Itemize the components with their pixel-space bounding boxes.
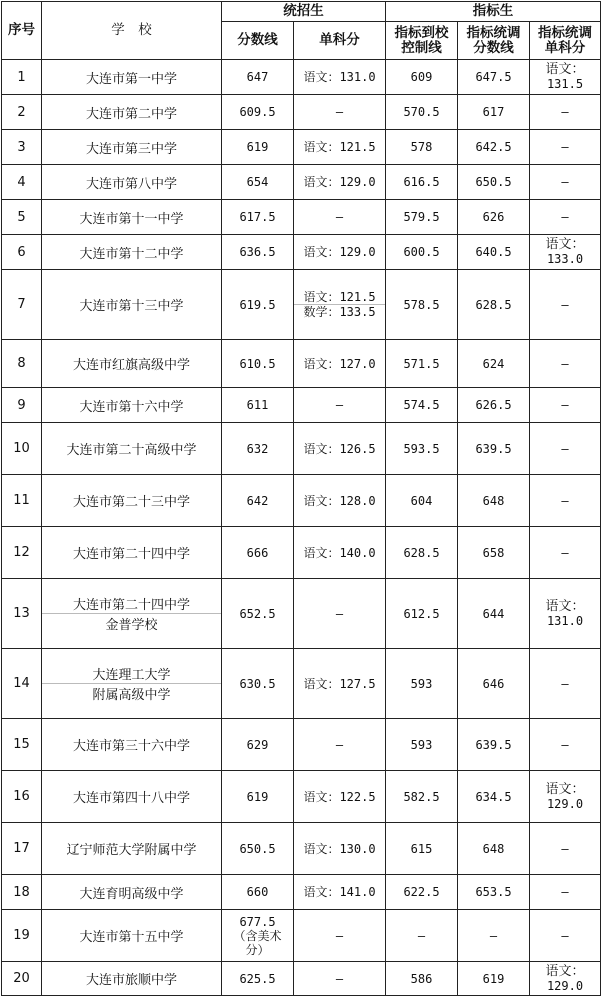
row-single-subject: — bbox=[294, 95, 386, 130]
row-score: 625.5 bbox=[222, 962, 294, 996]
row-quota-single: — bbox=[530, 130, 601, 165]
row-single-subject: 语文：122.5 bbox=[294, 771, 386, 823]
table-row bbox=[2, 388, 601, 423]
row-school: 大连市第一中学 bbox=[42, 60, 222, 95]
row-score: 650.5 bbox=[222, 823, 294, 875]
row-school: 大连市第十六中学 bbox=[42, 388, 222, 423]
row-score: 610.5 bbox=[222, 340, 294, 388]
row-score: 617.5 bbox=[222, 200, 294, 235]
row-score: 654 bbox=[222, 165, 294, 200]
row-score: 666 bbox=[222, 527, 294, 579]
table-row bbox=[2, 527, 601, 579]
row-score: 630.5 bbox=[222, 649, 294, 719]
row-seq: 15 bbox=[2, 719, 42, 771]
row-school-part: 大连市第二十四中学 bbox=[72, 598, 190, 613]
row-quota-control: 582.5 bbox=[386, 771, 458, 823]
row-quota-control: 574.5 bbox=[386, 388, 458, 423]
row-quota-single: 语文： 131.5 bbox=[530, 60, 601, 95]
row-school: 大连市第二十高级中学 bbox=[42, 423, 222, 475]
table-row bbox=[2, 579, 601, 649]
row-single-subject-part: 数学：133.5 bbox=[294, 304, 385, 319]
row-quota-control: — bbox=[386, 910, 458, 962]
header-quota-single: 指标统调 单科分 bbox=[530, 22, 601, 60]
row-score: 611 bbox=[222, 388, 294, 423]
row-single-subject: — bbox=[294, 579, 386, 649]
row-quota-unified: 648 bbox=[458, 475, 530, 527]
row-quota-single: — bbox=[530, 165, 601, 200]
row-quota-control: 593 bbox=[386, 649, 458, 719]
header-group-unified: 统招生 bbox=[222, 2, 386, 22]
table-row bbox=[2, 165, 601, 200]
row-single-subject: 语文：127.5 bbox=[294, 649, 386, 719]
admission-score-table bbox=[1, 1, 601, 996]
table-row bbox=[2, 270, 601, 340]
row-quota-unified: 626.5 bbox=[458, 388, 530, 423]
row-quota-unified: 639.5 bbox=[458, 423, 530, 475]
row-single-subject: 语文：140.0 bbox=[294, 527, 386, 579]
row-quota-control: 593 bbox=[386, 719, 458, 771]
row-seq: 8 bbox=[2, 340, 42, 388]
row-school-part: 大连理工大学 bbox=[92, 668, 171, 683]
row-seq: 1 bbox=[2, 60, 42, 95]
row-quota-unified: 644 bbox=[458, 579, 530, 649]
row-single-subject: 语文：128.0 bbox=[294, 475, 386, 527]
row-quota-control: 615 bbox=[386, 823, 458, 875]
row-quota-single: — bbox=[530, 649, 601, 719]
row-single-subject: 语文：121.5 bbox=[294, 130, 386, 165]
header-quota-unified: 指标统调 分数线 bbox=[458, 22, 530, 60]
row-quota-control: 586 bbox=[386, 962, 458, 996]
row-score: 660 bbox=[222, 875, 294, 910]
row-score bbox=[222, 910, 294, 962]
row-seq: 6 bbox=[2, 235, 42, 270]
row-quota-unified: 648 bbox=[458, 823, 530, 875]
row-seq: 17 bbox=[2, 823, 42, 875]
row-quota-unified: 646 bbox=[458, 649, 530, 719]
row-seq: 5 bbox=[2, 200, 42, 235]
table-row bbox=[2, 200, 601, 235]
row-school-part: 金普学校 bbox=[42, 613, 221, 633]
row-quota-single: 语文： 129.0 bbox=[530, 771, 601, 823]
row-single-subject: 语文：130.0 bbox=[294, 823, 386, 875]
row-quota-unified: 624 bbox=[458, 340, 530, 388]
row-single-subject: 语文：131.0 bbox=[294, 60, 386, 95]
row-score: 619.5 bbox=[222, 270, 294, 340]
header-seq: 序号 bbox=[2, 2, 42, 60]
table-row bbox=[2, 475, 601, 527]
row-quota-control: 604 bbox=[386, 475, 458, 527]
row-school: 大连市第二十四中学 bbox=[42, 527, 222, 579]
row-school-part: 附属高级中学 bbox=[42, 683, 221, 703]
row-single-subject: 语文：129.0 bbox=[294, 165, 386, 200]
row-school: 大连市第八中学 bbox=[42, 165, 222, 200]
row-quota-control: 612.5 bbox=[386, 579, 458, 649]
row-seq: 3 bbox=[2, 130, 42, 165]
row-quota-single: — bbox=[530, 910, 601, 962]
row-quota-control: 609 bbox=[386, 60, 458, 95]
header-group-quota: 指标生 bbox=[386, 2, 601, 22]
row-score-line: （含美术 bbox=[233, 928, 282, 943]
row-school: 大连市红旗高级中学 bbox=[42, 340, 222, 388]
header-quota-control: 指标到校 控制线 bbox=[386, 22, 458, 60]
row-score: 652.5 bbox=[222, 579, 294, 649]
row-quota-unified: 653.5 bbox=[458, 875, 530, 910]
row-school: 大连市第十一中学 bbox=[42, 200, 222, 235]
row-score-line: 分） bbox=[245, 942, 270, 957]
row-school: 大连市旅顺中学 bbox=[42, 962, 222, 996]
row-quota-control: 593.5 bbox=[386, 423, 458, 475]
row-seq: 20 bbox=[2, 962, 42, 996]
row-single-subject: — bbox=[294, 719, 386, 771]
table-row bbox=[2, 910, 601, 962]
table-row bbox=[2, 771, 601, 823]
row-seq: 19 bbox=[2, 910, 42, 962]
row-score: 619 bbox=[222, 130, 294, 165]
row-seq: 12 bbox=[2, 527, 42, 579]
table-body bbox=[2, 60, 601, 996]
header-single-subject: 单科分 bbox=[294, 22, 386, 60]
table-row bbox=[2, 875, 601, 910]
row-quota-unified: 647.5 bbox=[458, 60, 530, 95]
row-quota-unified: 639.5 bbox=[458, 719, 530, 771]
row-quota-single: — bbox=[530, 388, 601, 423]
row-quota-single: — bbox=[530, 423, 601, 475]
row-school: 大连市第二十三中学 bbox=[42, 475, 222, 527]
row-quota-unified: 634.5 bbox=[458, 771, 530, 823]
row-quota-control: 622.5 bbox=[386, 875, 458, 910]
row-single-subject: — bbox=[294, 200, 386, 235]
row-quota-single: — bbox=[530, 475, 601, 527]
row-quota-control: 578.5 bbox=[386, 270, 458, 340]
row-school bbox=[42, 649, 222, 719]
row-seq: 13 bbox=[2, 579, 42, 649]
row-quota-control: 616.5 bbox=[386, 165, 458, 200]
row-score: 636.5 bbox=[222, 235, 294, 270]
row-score: 632 bbox=[222, 423, 294, 475]
table-row bbox=[2, 423, 601, 475]
row-quota-single: — bbox=[530, 875, 601, 910]
row-score: 629 bbox=[222, 719, 294, 771]
row-quota-single: 语文： 129.0 bbox=[530, 962, 601, 996]
row-single-subject: 语文：141.0 bbox=[294, 875, 386, 910]
row-score: 647 bbox=[222, 60, 294, 95]
row-single-subject: — bbox=[294, 910, 386, 962]
row-quota-unified: — bbox=[458, 910, 530, 962]
row-seq: 18 bbox=[2, 875, 42, 910]
row-quota-single: — bbox=[530, 95, 601, 130]
row-school: 大连市第十三中学 bbox=[42, 270, 222, 340]
row-single-subject: 语文：127.0 bbox=[294, 340, 386, 388]
row-quota-unified: 658 bbox=[458, 527, 530, 579]
row-quota-single: — bbox=[530, 340, 601, 388]
row-quota-single: — bbox=[530, 200, 601, 235]
row-seq: 16 bbox=[2, 771, 42, 823]
row-quota-unified: 617 bbox=[458, 95, 530, 130]
row-school: 大连育明高级中学 bbox=[42, 875, 222, 910]
row-seq: 11 bbox=[2, 475, 42, 527]
table-row bbox=[2, 823, 601, 875]
row-school: 大连市第三中学 bbox=[42, 130, 222, 165]
row-quota-unified: 619 bbox=[458, 962, 530, 996]
table-row bbox=[2, 340, 601, 388]
row-single-subject: 语文：129.0 bbox=[294, 235, 386, 270]
row-quota-control: 628.5 bbox=[386, 527, 458, 579]
row-school bbox=[42, 579, 222, 649]
row-score: 619 bbox=[222, 771, 294, 823]
header-score-line: 分数线 bbox=[222, 22, 294, 60]
row-seq: 9 bbox=[2, 388, 42, 423]
row-quota-unified: 626 bbox=[458, 200, 530, 235]
row-school: 大连市第三十六中学 bbox=[42, 719, 222, 771]
table-row bbox=[2, 130, 601, 165]
table-row bbox=[2, 60, 601, 95]
row-single-subject: — bbox=[294, 962, 386, 996]
row-quota-control: 571.5 bbox=[386, 340, 458, 388]
row-seq: 7 bbox=[2, 270, 42, 340]
row-seq: 4 bbox=[2, 165, 42, 200]
row-quota-unified: 642.5 bbox=[458, 130, 530, 165]
row-quota-single: — bbox=[530, 823, 601, 875]
row-quota-unified: 640.5 bbox=[458, 235, 530, 270]
row-school: 大连市第四十八中学 bbox=[42, 771, 222, 823]
row-quota-single: — bbox=[530, 527, 601, 579]
row-seq: 14 bbox=[2, 649, 42, 719]
table-row bbox=[2, 95, 601, 130]
table-row bbox=[2, 649, 601, 719]
row-score-line: 677.5 bbox=[239, 914, 276, 929]
row-single-subject-part: 语文：121.5 bbox=[303, 290, 376, 304]
row-quota-single: — bbox=[530, 719, 601, 771]
row-school: 大连市第十二中学 bbox=[42, 235, 222, 270]
row-quota-control: 578 bbox=[386, 130, 458, 165]
row-school: 大连市第十五中学 bbox=[42, 910, 222, 962]
row-quota-control: 579.5 bbox=[386, 200, 458, 235]
row-score: 642 bbox=[222, 475, 294, 527]
row-single-subject bbox=[294, 270, 386, 340]
row-school: 大连市第二中学 bbox=[42, 95, 222, 130]
row-quota-control: 570.5 bbox=[386, 95, 458, 130]
row-quota-control: 600.5 bbox=[386, 235, 458, 270]
row-quota-single: 语文： 133.0 bbox=[530, 235, 601, 270]
row-seq: 10 bbox=[2, 423, 42, 475]
header-school: 学 校 bbox=[42, 2, 222, 60]
table-row bbox=[2, 719, 601, 771]
row-quota-unified: 628.5 bbox=[458, 270, 530, 340]
row-quota-unified: 650.5 bbox=[458, 165, 530, 200]
row-single-subject: 语文：126.5 bbox=[294, 423, 386, 475]
row-seq: 2 bbox=[2, 95, 42, 130]
row-score: 609.5 bbox=[222, 95, 294, 130]
row-quota-single: 语文： 131.0 bbox=[530, 579, 601, 649]
table-row bbox=[2, 235, 601, 270]
row-school: 辽宁师范大学附属中学 bbox=[42, 823, 222, 875]
table-row bbox=[2, 962, 601, 996]
row-quota-single: — bbox=[530, 270, 601, 340]
row-single-subject: — bbox=[294, 388, 386, 423]
